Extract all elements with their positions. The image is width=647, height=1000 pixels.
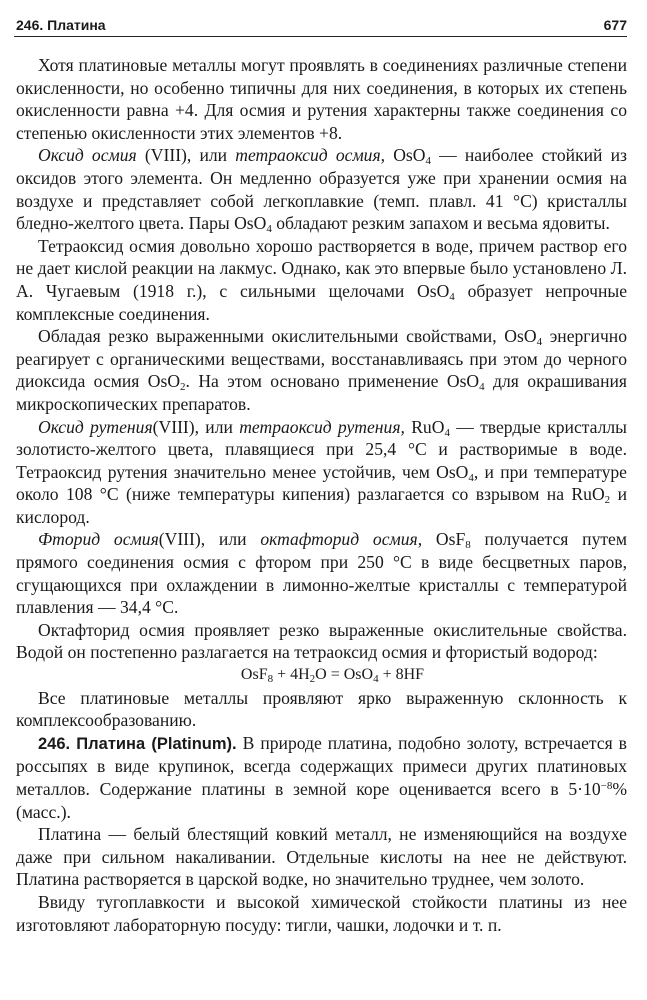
formula-part: O = OsO	[315, 666, 374, 684]
subscript: 4	[373, 673, 379, 686]
page-body	[16, 54, 627, 936]
subscript: 4	[536, 336, 543, 349]
text: энергично реагирует с органическими веществами, восстанавливаясь при этом до черного диоксида осмия OsO	[16, 326, 627, 392]
subscript: 4	[449, 290, 455, 303]
text: Платина — белый блестящий ковкий металл, не изменяющийся на воздухе даже при сильном накаливании. Отдельные кислоты на нее не действуют. Платина растворяется в царской водке, но значительно труднее, чем золото.	[16, 824, 627, 890]
text: В природе платина, подобно золоту, встречается в россыпях в виде крупинок, всегда содержащих примеси других платиновых металлов. Содержание платины в земной коре оценивается всего в 5·10	[16, 732, 627, 799]
paragraph-platinum-labware	[16, 891, 627, 936]
subscript: 4	[444, 426, 450, 439]
paragraph-osmium-fluoride	[16, 528, 627, 618]
formula: RuO	[404, 416, 445, 437]
term-ruthenium-tetroxide: тетраоксид рутения,	[239, 416, 405, 437]
text: Тетраоксид осмия довольно хорошо растворяется в воде, причем раствор его не дает кислой реакции на лакмус. Однако, как это впервые было установлено Л. А. Чугаевым (1918 г.), с сильными щелочами OsO	[16, 235, 627, 301]
text: получается путем прямого соединения осмия с фтором при 250 °С в виде бесцветных паров, сгущающихся при охлаждении в лимонно-желтые кристаллы с температурой плавления — 34,4 °С.	[16, 529, 627, 618]
paragraph-tetroxide-solubility	[16, 235, 627, 325]
term-osmium-tetroxide: тетраоксид осмия,	[235, 145, 386, 166]
subscript: 2	[604, 494, 611, 507]
formula-part: OsF	[240, 666, 268, 684]
text: обладают резким запахом и весьма ядовиты.	[271, 213, 610, 234]
text: , и при температуре около 108 °С (ниже температуры кипения) разлагается со взрывом на RuO	[16, 461, 627, 505]
term-ruthenium-oxide: Оксид рутения	[38, 416, 153, 437]
subscript: 4	[425, 155, 431, 168]
text: . На этом основано применение OsO	[185, 371, 480, 392]
text: (VIII), или	[136, 145, 236, 166]
text: Октафторид осмия проявляет резко выраженные окислительные свойства. Водой он постепенно разлагается на тетраоксид осмия и фтористый водород:	[16, 619, 627, 663]
subscript: 8	[267, 673, 274, 686]
section-heading: 246. Платина (Platinum).	[38, 734, 237, 753]
text: Обладая резко выраженными окислительными свойствами, OsO	[38, 326, 537, 347]
page-number: 677	[603, 17, 627, 33]
text: Ввиду тугоплавкости и высокой химической стойкости платины из нее изготовляют лабораторную посуду: тигли, чашки, лодочки и т. п.	[16, 891, 627, 935]
paragraph-oxidizing-properties	[16, 325, 627, 415]
formula: OsO	[385, 145, 426, 166]
subscript: 4	[468, 471, 474, 484]
text: Все платиновые металлы проявляют ярко выраженную склонность к комплексообразованию.	[16, 687, 627, 731]
subscript: 4	[266, 223, 272, 236]
running-title: 246. Платина	[16, 17, 106, 33]
formula-part: + 8HF	[378, 666, 425, 684]
subscript: 8	[465, 539, 471, 552]
text: и кислород.	[16, 484, 628, 527]
text: — твердые кристаллы золотисто-желтого цвета, плавящиеся при 25,4 °С и растворимые в воде. Тетраоксид рутения значительно менее устойчив, чем OsO	[16, 416, 628, 482]
paragraph-osmium-oxide	[16, 144, 627, 234]
term-osmium-octafluoride: октафторид осмия,	[260, 529, 423, 550]
paragraph-ruthenium-oxide	[16, 416, 627, 529]
page-header	[14, 10, 627, 37]
text: % (масс.).	[16, 779, 627, 822]
section-platinum	[16, 732, 627, 823]
paragraph-octafluoride-properties	[16, 619, 627, 664]
text: образует непрочные комплексные соединения.	[16, 280, 627, 324]
reaction-equation	[16, 664, 627, 687]
subscript: 2	[309, 673, 316, 686]
term-osmium-fluoride: Фторид осмия	[38, 529, 159, 550]
formula: OsF	[422, 529, 466, 550]
paragraph-platinum-properties	[16, 823, 627, 891]
term-osmium-oxide: Оксид осмия	[38, 145, 137, 166]
text: для окрашивания микроскопических препаратов.	[16, 371, 628, 414]
text: (VIII), или	[158, 529, 261, 550]
paragraph-complexation	[16, 687, 627, 732]
paragraph-oxidation-states	[16, 54, 627, 144]
text: — наиболее стойкий из оксидов этого элемента. Он медленно образуется уже при хранении осмия на воздухе и представляет собой легкоплавкие (темп. плавл. 41 °С) кристаллы бледно-желтого цвета. Пары OsO	[16, 145, 627, 234]
subscript: 4	[479, 381, 485, 394]
text: (VIII), или	[152, 416, 240, 437]
formula-part: + 4H	[273, 666, 310, 684]
paragraph-text: Хотя платиновые металлы могут проявлять в соединениях различные степени окисленности, но особенно типичны для них соединения, в которых их степень окисленности равна +4. Для осмия и рутения характерны также соединения со степенью окисленности этих элементов +8.	[16, 55, 627, 143]
subscript: 2	[180, 381, 186, 394]
superscript: −8	[600, 780, 613, 792]
